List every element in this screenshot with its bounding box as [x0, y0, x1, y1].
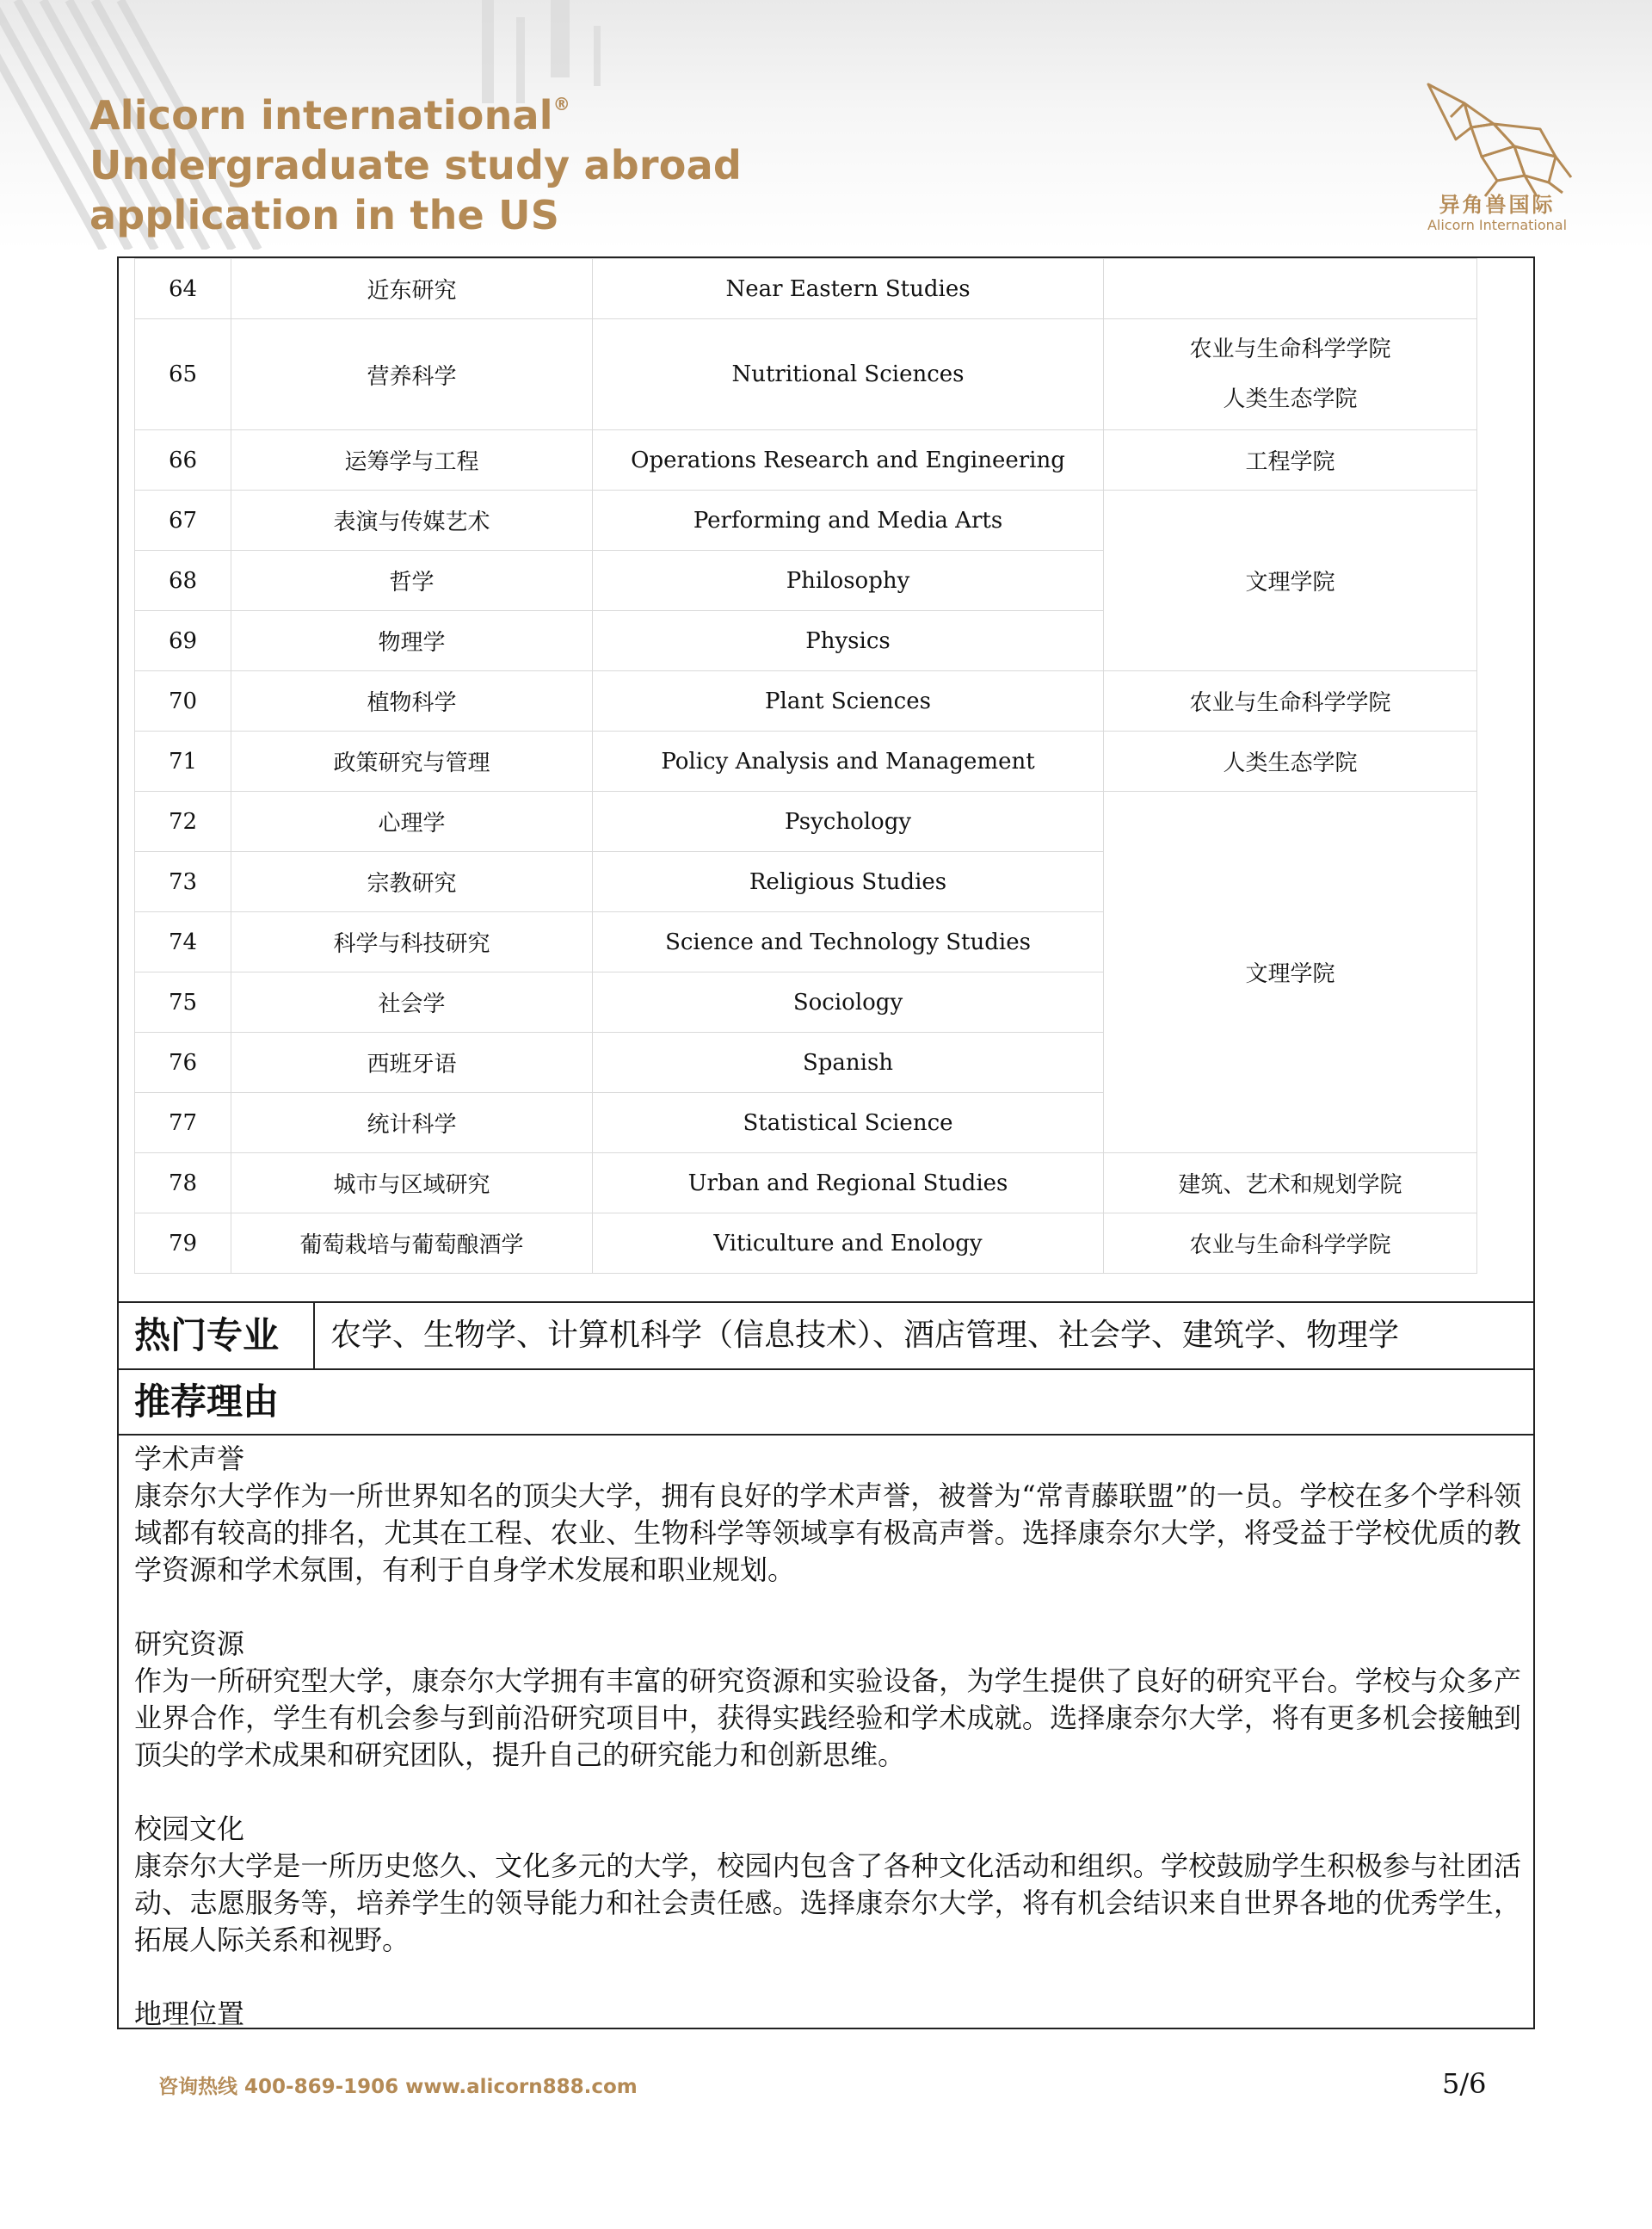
major-name-cn: 营养科学: [231, 319, 593, 430]
header-title-line-2: Undergraduate study abroad: [89, 142, 742, 188]
major-number: 71: [135, 732, 231, 792]
major-name-en: Viticulture and Enology: [593, 1213, 1104, 1274]
major-name-cn: 科学与科技研究: [231, 912, 593, 972]
major-name-en: Near Eastern Studies: [593, 259, 1104, 319]
major-number: 65: [135, 319, 231, 430]
page-header: [0, 0, 1652, 250]
reason-paragraph: 作为一所研究型大学，康奈尔大学拥有丰富的研究资源和实验设备，为学生提供了良好的研究平台。学校与众多产业界合作，学生有机会参与到前沿研究项目中，获得实践经验和学术成就。选择康奈尔大学，将有更多机会接触到顶尖的学术成果和研究团队，提升自己的研究能力和创新思维。: [134, 1664, 1521, 1771]
major-name-cn: 近东研究: [231, 259, 593, 319]
major-name-en: Science and Technology Studies: [593, 912, 1104, 972]
major-number: 77: [135, 1093, 231, 1153]
major-number: 78: [135, 1153, 231, 1213]
major-name-en: Policy Analysis and Management: [593, 732, 1104, 792]
major-name-cn: 运筹学与工程: [231, 430, 593, 491]
major-name-en: Performing and Media Arts: [593, 491, 1104, 551]
major-number: 69: [135, 611, 231, 671]
major-name-cn: 物理学: [231, 611, 593, 671]
recommend-header-row: [119, 1370, 1533, 1436]
header-title: [89, 79, 742, 240]
major-school-line: 人类生态学院: [1223, 386, 1358, 412]
hot-majors-label: 热门专业: [134, 1314, 280, 1356]
footer-hotline: 咨询热线 400-869-1906 www.alicorn888.com: [158, 2076, 638, 2098]
major-name-cn: 统计科学: [231, 1093, 593, 1153]
major-number: 79: [135, 1213, 231, 1274]
major-school-line: 农业与生命科学学院: [1189, 337, 1391, 362]
reason-title: 研究资源: [134, 1627, 245, 1660]
major-school: 农业与生命科学学院: [1104, 1213, 1477, 1274]
reason-title: 学术声誉: [134, 1442, 245, 1475]
major-name-en: Religious Studies: [593, 852, 1104, 912]
recommend-label: 推荐理由: [134, 1380, 280, 1423]
reason-section: [134, 1811, 1521, 1959]
table-row: [135, 732, 1477, 792]
major-number: 73: [135, 852, 231, 912]
major-name-en: Statistical Science: [593, 1093, 1104, 1153]
table-row: [135, 430, 1477, 491]
major-name-cn: 心理学: [231, 792, 593, 852]
major-number: 64: [135, 259, 231, 319]
table-row: [135, 792, 1477, 852]
major-number: 74: [135, 912, 231, 972]
major-name-cn: 葡萄栽培与葡萄酿酒学: [231, 1213, 593, 1274]
major-name-en: Spanish: [593, 1033, 1104, 1093]
major-name-cn: 植物科学: [231, 671, 593, 732]
major-name-cn: 西班牙语: [231, 1033, 593, 1093]
major-number: 76: [135, 1033, 231, 1093]
reason-section: [134, 1996, 1521, 2033]
major-name-cn: 社会学: [231, 972, 593, 1033]
header-title-line-1: Alicorn international®: [89, 92, 570, 139]
table-row: [135, 671, 1477, 732]
major-name-en: Psychology: [593, 792, 1104, 852]
major-name-en: Plant Sciences: [593, 671, 1104, 732]
reason-title: 校园文化: [134, 1812, 245, 1845]
major-number: 67: [135, 491, 231, 551]
logo-english-name: Alicorn International: [1427, 217, 1568, 233]
header-title-line-3: application in the US: [89, 192, 560, 238]
major-school: 文理学院: [1104, 491, 1477, 671]
major-name-cn: 表演与传媒艺术: [231, 491, 593, 551]
major-name-en: Urban and Regional Studies: [593, 1153, 1104, 1213]
major-name-en: Nutritional Sciences: [593, 319, 1104, 430]
major-school: 农业与生命科学学院: [1104, 671, 1477, 732]
major-school: 人类生态学院: [1104, 732, 1477, 792]
hot-majors-divider: [313, 1303, 315, 1368]
reason-section: [134, 1626, 1521, 1774]
reason-section: [134, 1441, 1521, 1589]
major-number: 66: [135, 430, 231, 491]
content-frame: [117, 256, 1535, 2029]
major-school: 文理学院: [1104, 792, 1477, 1153]
page-number: 5/6: [1442, 2067, 1487, 2100]
major-number: 75: [135, 972, 231, 1033]
table-row: [135, 1153, 1477, 1213]
major-name-en: Philosophy: [593, 551, 1104, 611]
reason-paragraph: 康奈尔大学作为一所世界知名的顶尖大学，拥有良好的学术声誉，被誉为“常青藤联盟”的一员。学校在多个学科领域都有较高的排名，尤其在工程、农业、生物科学等领域享有极高声誉。选择康奈尔大学，将受益于学校优质的教学资源和学术氛围，有利于自身学术发展和职业规划。: [134, 1479, 1521, 1586]
major-number: 72: [135, 792, 231, 852]
table-row: [135, 491, 1477, 551]
majors-table: [134, 258, 1477, 1274]
major-name-cn: 宗教研究: [231, 852, 593, 912]
major-school: [1104, 319, 1477, 430]
table-row: [135, 259, 1477, 319]
major-school: 工程学院: [1104, 430, 1477, 491]
major-school: [1104, 259, 1477, 319]
major-name-cn: 哲学: [231, 551, 593, 611]
major-name-cn: 城市与区域研究: [231, 1153, 593, 1213]
major-name-en: Operations Research and Engineering: [593, 430, 1104, 491]
major-name-en: Physics: [593, 611, 1104, 671]
hot-majors-row: [119, 1301, 1533, 1370]
recommend-body: [134, 1441, 1521, 2033]
major-school: 建筑、艺术和规划学院: [1104, 1153, 1477, 1213]
hot-majors-text: 农学、生物学、计算机科学（信息技术）、酒店管理、社会学、建筑学、物理学: [330, 1318, 1400, 1353]
reason-title: 地理位置: [134, 1997, 245, 2030]
major-name-en: Sociology: [593, 972, 1104, 1033]
major-name-cn: 政策研究与管理: [231, 732, 593, 792]
table-row: [135, 319, 1477, 430]
major-number: 70: [135, 671, 231, 732]
major-number: 68: [135, 551, 231, 611]
table-row: [135, 1213, 1477, 1274]
reason-paragraph: 康奈尔大学是一所历史悠久、文化多元的大学，校园内包含了各种文化活动和组织。学校鼓励学生积极参与社团活动、志愿服务等，培养学生的领导能力和社会责任感。选择康奈尔大学，将有机会结识来自世界各地的优秀学生，拓展人际关系和视野。: [134, 1849, 1521, 1956]
logo-chinese-name: 异角兽国际: [1439, 193, 1556, 217]
